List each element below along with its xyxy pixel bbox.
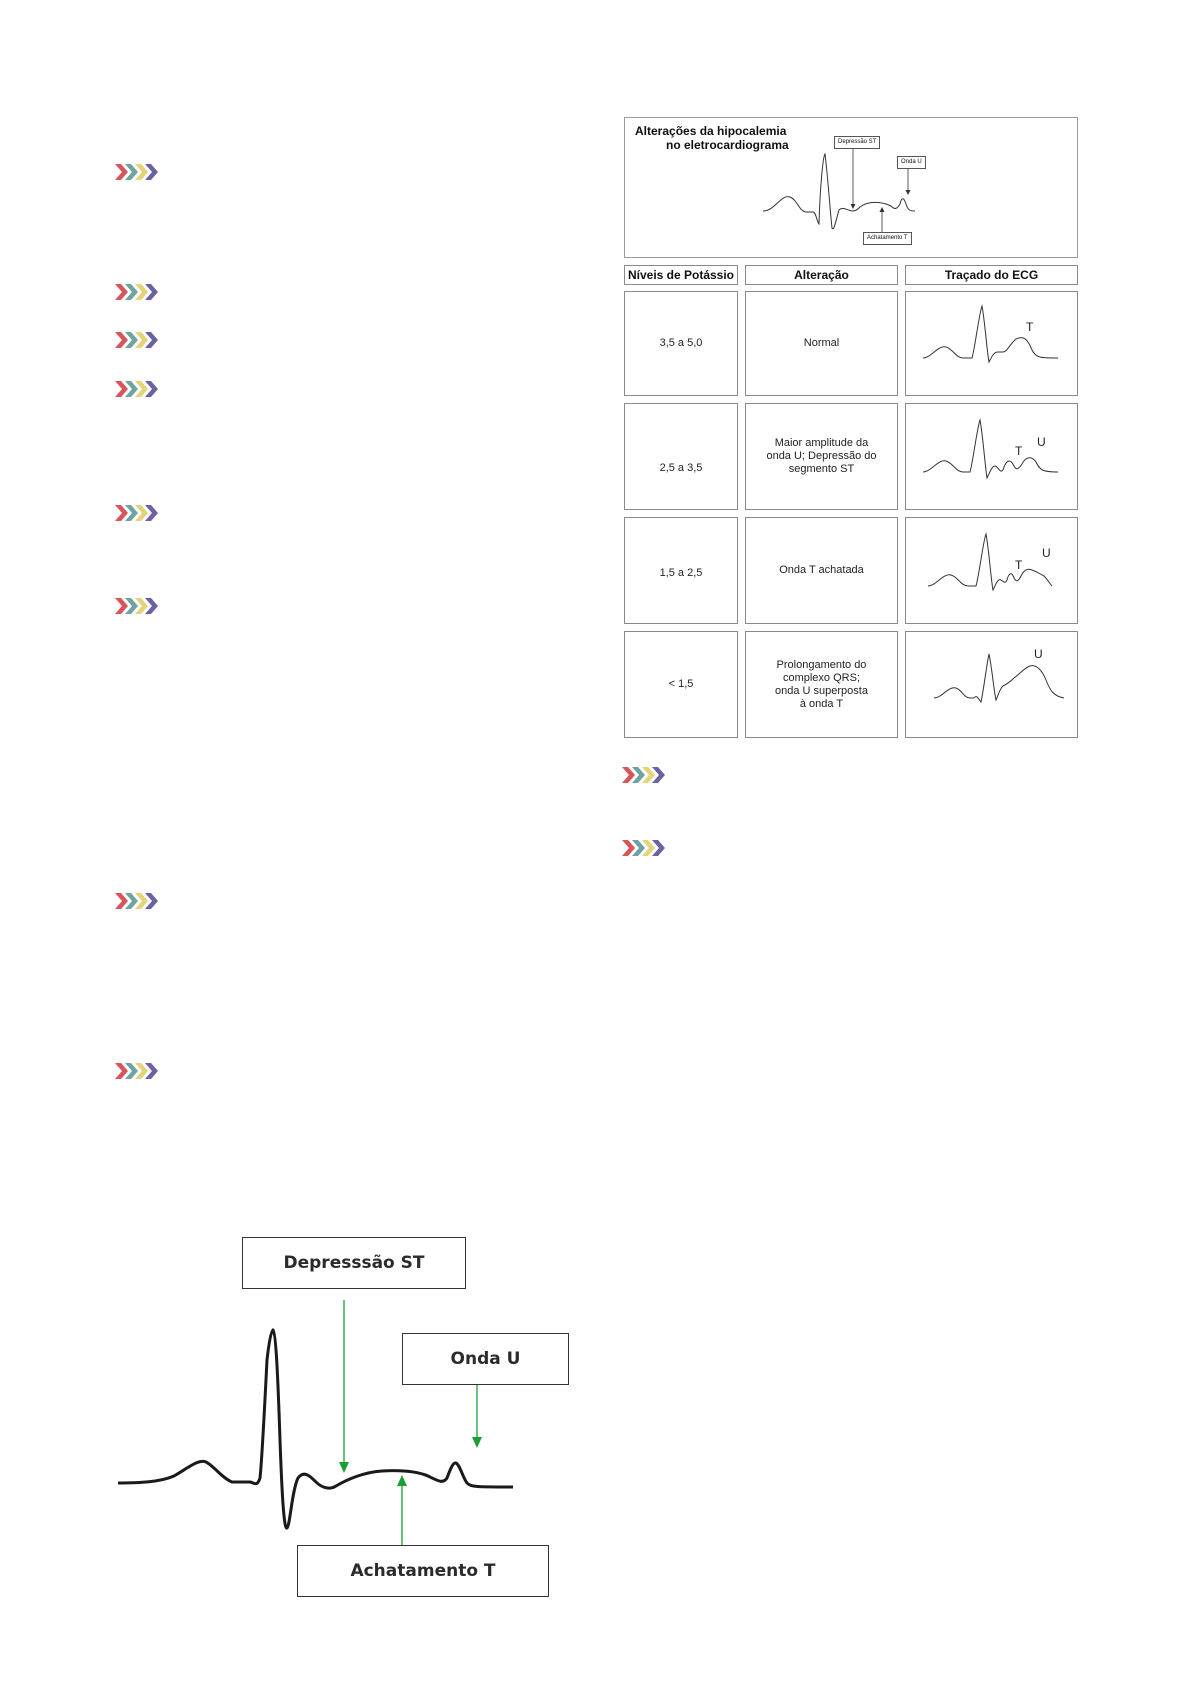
label-st-depression: Depressão ST: [834, 136, 880, 149]
chevron-bullet-icon: [115, 597, 161, 615]
table-cell-ecg-trace: [905, 291, 1078, 396]
figure-title-line1: Alterações da hipocalemia: [635, 124, 787, 138]
label-u-wave: Onda U: [897, 156, 926, 169]
ecg-trace-mild: [906, 404, 1079, 511]
ecg-mark-u: U: [1042, 546, 1051, 560]
chevron-bullet-icon: [115, 163, 161, 181]
label-t-flattening-large: Achatamento T: [297, 1545, 549, 1597]
ecg-mark-u: U: [1034, 647, 1043, 661]
table-cell-ecg-trace: [905, 631, 1078, 738]
chevron-bullet-icon: [115, 283, 161, 301]
table-cell-change: Normal: [745, 291, 898, 396]
ecg-mark-t: T: [1015, 444, 1023, 458]
table-cell-ecg-trace: [905, 517, 1078, 624]
table-header-ecg: Traçado do ECG: [905, 265, 1078, 285]
chevron-bullet-icon: [115, 504, 161, 522]
chevron-bullet-icon: [115, 1062, 161, 1080]
label-t-flattening: Achatamento T: [863, 232, 912, 245]
hypokalemia-ecg-header-figure: [624, 117, 1078, 258]
ecg-mark-u: U: [1037, 435, 1046, 449]
chevron-bullet-icon: [115, 380, 161, 398]
ecg-trace-normal: [906, 292, 1079, 397]
table-cell-level: 3,5 a 5,0: [624, 291, 738, 396]
chevron-bullet-icon: [115, 331, 161, 349]
table-cell-change: Onda T achatada: [745, 517, 898, 624]
table-cell-level: 1,5 a 2,5: [624, 517, 738, 624]
label-u-wave-large: Onda U: [402, 1333, 569, 1385]
table-cell-level: 2,5 a 3,5: [624, 403, 738, 510]
label-st-depression-large: Depresssão ST: [242, 1237, 466, 1289]
ecg-mark-t: T: [1026, 320, 1034, 334]
chevron-bullet-icon: [115, 892, 161, 910]
table-header-potassium: Níveis de Potássio: [624, 265, 738, 285]
chevron-bullet-icon: [622, 839, 668, 857]
table-cell-ecg-trace: [905, 403, 1078, 510]
table-cell-change: Prolongamento do complexo QRS; onda U superposta à onda T: [745, 631, 898, 738]
chevron-bullet-icon: [622, 766, 668, 784]
table-cell-level: < 1,5: [624, 631, 738, 738]
table-cell-change: Maior amplitude da onda U; Depressão do segmento ST: [745, 403, 898, 510]
figure-title-line2: no eletrocardiograma: [666, 138, 789, 152]
ecg-trace-moderate: [906, 518, 1079, 625]
table-header-change: Alteração: [745, 265, 898, 285]
ecg-trace-severe: [906, 632, 1079, 739]
ecg-mark-t: T: [1015, 558, 1023, 572]
